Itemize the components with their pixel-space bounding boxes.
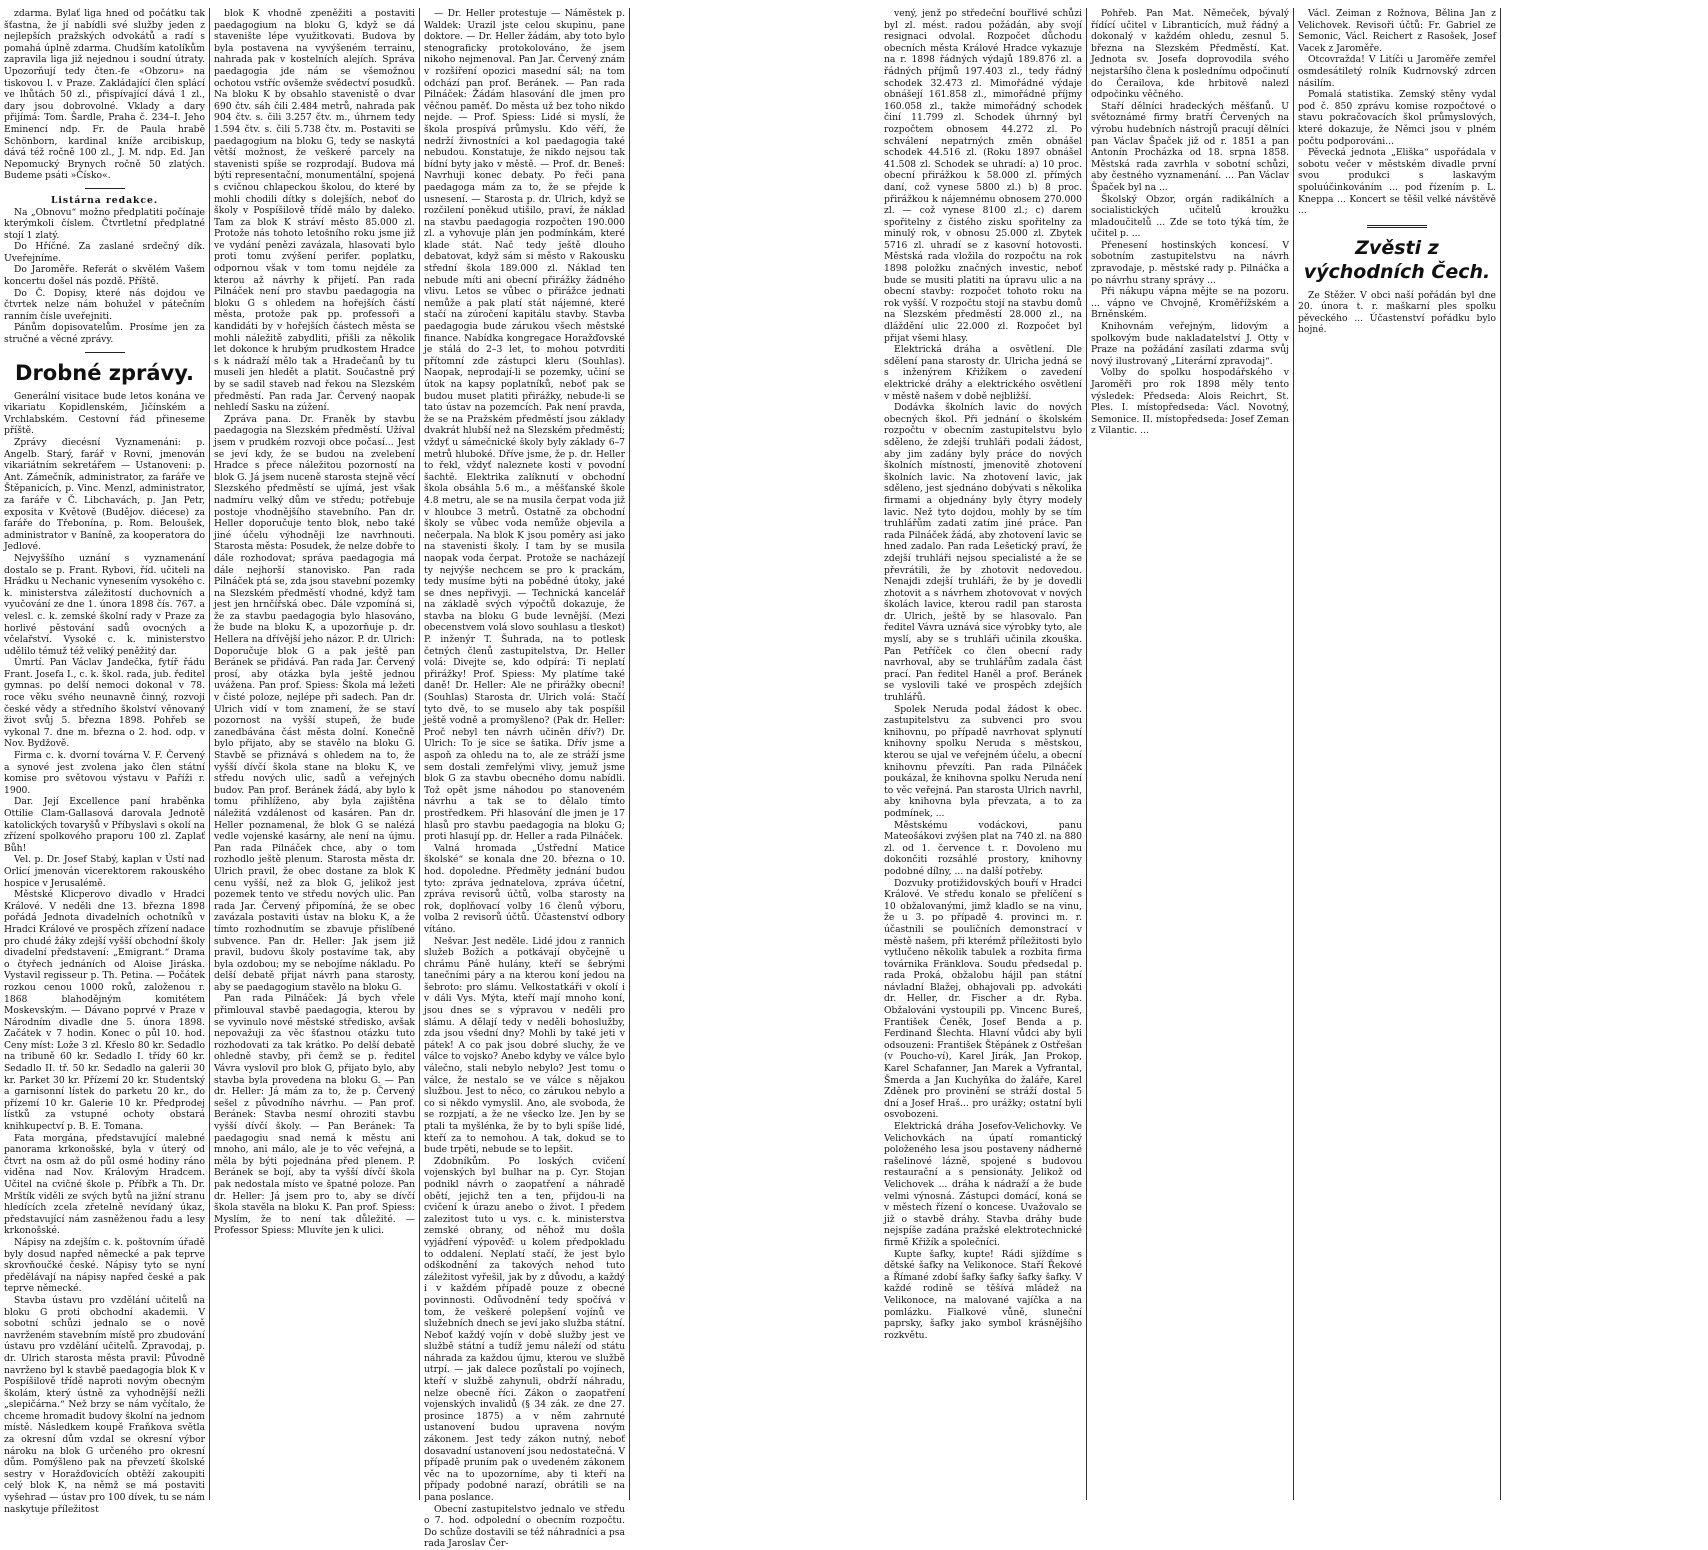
article-text: Stavba ústavu pro vzdělání učitelů na bloku G proti obchodní akademii. V sobotní schůzi jednalo se o nově navrženém stavebním místě pro zbudování ústavu pro vzdělání učitelů. Zpravodaj, p. dr. Ulrich starosta města pravil: Původně navrženo byl k stavbě paedagogia blok K v Pospíšilově třídě naproti novým obecným školám, který ústně za vyhodnější nežli „slepičárna.“ Než brzy se nám vyčítalo, že chceme hromadit budovy školní na jednom místě. Následkem koupě Fraňkova světla za okresní dům vzdal se okresní výbor nároku na blok G určeného pro okresní dům. Pomýšleno pak na převzetí školské sestry v Horažďovicích obtěží zakoupiti celý blok K, na němž se má postaviti vyšehrad — ústav pro 100 dívek, tu se nám naskytuje příležitost: [4, 1294, 205, 1515]
article-text: Úmrtí. Pan Václav Jandečka, fytíř řádu Frant. Josefa I., c. k. škol. rada, jub. ředitel gymnas. po delší nemoci dokonal v 78. roce věku svého neunavně činný, rozvoji české vědy a středního školství věnovaný život svůj 5. března 1898. Pohřeb se vykonal 7. dne m. března o 2. hod. odp. v Nov. Bydžově.: [4, 657, 205, 750]
section-heading: Listárna redakce.: [50, 194, 159, 206]
article-text: zdarma. Bylať liga hned od počátku tak šťastna, že jí nabídli své služby jeden z nejlepších pražských odvokátů a radí s pomahá úplně zdarma. Chudším katolíkům zapravila liga již nejednou i soudní útraty. Upozorňují tedy čten.-fe «Obzoru» na tiskovou l. v Praze. Zakládající člen splácí ve lhůtách 50 zl., přispívající dává 1 zl., dary jsou dobrovolné. Vklady a dary přijímá: Tom. Šardle, Praha č. 234–I. Jeho Eminencí ndp. Fr. de Paula hrabě Schönborn, kardinal kníže arcibiskup, dává též ročně 100 zl., J. M. ndp. Ed. Jan Nepomucký Brynych ročně 50 zlatých. Budeme psáti »Čísko«.: [4, 8, 205, 182]
article-text: Volby do spolku hospodářského v Jaroměři pro rok 1898 měly tento výsledek: Předseda: Alois Reichrt, St. Ples. I. místopředseda: Václ. Novotný, Semonice. II. místopředseda: Josef Zeman z Vilantic. ...: [1091, 367, 1289, 437]
article-text: Při nákupu vápna mějte se na pozoru. ... vápno ve Chvojně, Kroměřížském a Brněnském.: [1091, 286, 1289, 321]
left-columns: [0, 8, 840, 1550]
article-text: Městské Klicperovo divadlo v Hradci Králové. V neděli dne 13. března 1898 pořádá Jednota divadelních ochotníků v Hradci Králové ve prospěch zřízení nadace pro chudé žáky zdejší vyšší obchodní školy divadelní představení: „Emigrant.“ Drama o čtyřech jednáních od Aloise Jiráska. Vystavil regisseur p. Th. Petina. — Počátek rozkou cenou 1000 roků, založenou r. 1868 blahodějným komitétem Moskevským. — Dávano poprvé v Praze v Národním divadle dne 5. února 1898. Začátek v 7 hodin. Konec o půl 10. hod. Ceny míst: Lože 3 zl. Křeslo 80 kr. Sedadlo na tribuně 60 kr. Sedadlo I. třídy 60 kr. Sedadlo II. tř. 50 kr. Sedadlo na galerii 30 kr. Parket 30 kr. Přízemí 20 kr. Studentský a garnisonní lístek do parketu 20 kr., do přízemí 10 kr. Galerie 10 kr. Předprodej lístků za vstupné ochoty obstará knihkupectví p. B. E. Tomana.: [4, 889, 205, 1133]
article-text: Spolek Neruda podal žádost k obec. zastupitelstvu za subvenci pro svou knihovnu, po případě navrhovat splynutí knihovny spolku Neruda s městskou, kterou se ujal ve veřejném účelu, a obecní knihovnu převzíti. Pan rada Pilnáček poukázal, že knihovna spolku Neruda není to věc veřejná. Pan starosta Ulrich navrhl, aby knihovna byla převzata, a to za podmínek, ...: [884, 703, 1082, 819]
article-text: blok K vhodně zpeněžiti a postaviti paedagogium na bloku G, když se dá stavenište lépe využitkovati. Budova by byla postavena na vyvýšeném terrainu, nahrada pak v kostelních alejích. Správa paedagogia jde nám se všemožnou ochotou vstříc ovšemže svědectví posudků. Na bloku K by obsahlo stavenistě o dvar 690 čtv. sáh čili 2.484 metrů, nahrada pak 904 čtv. s. čili 3.257 čtv. m., úhrnem tedy 1.594 čtv. s. čili 5.738 čtv. m. Postaviti se paedagogium na bloku G, tedy se naskytá větší možnost, že veškeré parcely na stavenisti spíše se rozprodají. Budova má býti representační, monumentální, spojená s cvičnou chlapeckou školou, do které by mohli chodili dítky s dolejších, neboť do školy v Pospíšilově třídě málo by daleko. Tam za blok K stráví město 85.000 zl. Protože nás tohoto letošního roku jsme již ve vydání penězi zavázala, hlasovati bylo proti tomu zvýšení perifer. poplatku, odpornou však v tom tomu nejdéle za kterou až návrhy k přijetí. Pan rada Pilnáček není pro stavbu paedagogia na bloku G s ohledem na hořejších částí města, protože pak pp. professoři a kandidáti by v hořejších částech města se mohli náležitě zabydliti, přišli za několik let dokonce k hrubým prudkostem Hradce s k nádraží mělo tak a Hradečanů by tu museli jen hledět a platit. Součastně prý by se sadil staveb nad řekou na Slezském předměstí. Pan rada Jar. Červený naopak nehledí Sasku na zúžení.: [214, 8, 415, 414]
article-text: Přenesení hostinských koncesí. V sobotním zastupitelstvu na návrh zpravodaje, p. městské rady p. Pilnáčka a po návrhu strany správy ...: [1091, 239, 1289, 286]
column-4: [630, 8, 840, 1500]
article-text: Pánům dopisovatelům. Prosíme jen za stručné a věcné zprávy.: [4, 322, 205, 346]
article-text: Dar. Její Excellence paní hraběnka Ottilie Clam-Gallasová darovala Jednotě katolických tovaryšů v Příbyslavi s okolí na zřízení spolkového praporu 100 zl. Zaplať Bůh!: [4, 796, 205, 854]
right-page: [880, 0, 1708, 1500]
article-text: Pan rada Pilnáček: Já bych vřele přimlouval stavbě paedagogia, kterou by se vyvinulo nové městské středisko, avšak nepovažuji za věc šťastnou otázku tuto rozhodovati za tak krátko. Po delší debatě ohledně stavby, při čemž se p. ředitel Vávra vyslovil pro blok G, přijato bylo, aby stavba byla provedena na bloku G. — Pan dr. Heller: Já mám za to, že p. Červený sešel z původního návrhu. — Pan prof. Beránek: Stavba nesmí ohroziti stavbu vyšší dívčí školy. — Pan Beránek: Ta paedagogiu snad nemá k městu ani mnoho, ani málo, ale je to věc veřejná, a měla by býti pojednána před plenem. P. Beránek se bojí, aby ta vyšší dívčí škola pak nedostala místo ve špatné poloze. Pan dr. Heller: Já jsem pro to, aby se dívčí škola stavěla na bloku K. Pan prof. Spiess: Myslím, že to není tak důležité. — Professor Spiess: Mluvíte jen k ulici.: [214, 993, 415, 1237]
article-text: Školský Obzor, orgán radikálních a socialistických učitelů kroužku mladoučitelů ... Zde se toto týká tím, že učitel p. ...: [1091, 193, 1289, 240]
article-text: Do Jaroměře. Referát o skvělém Vašem koncertu došel nás pozdě. Příště.: [4, 264, 205, 288]
article-text: Nejvyššího uznání s vyznamenání dostalo se p. Frant. Rybovi, říd. učiteli na Hrádku u Nechanic vynesením vysokého c. k. ministerstva záležitostí duchovních a vyučování ze dne 1. února 1898 čís. 767. a velesl. c. k. zemské školní rady v Praze za horlivé pěstování sadů ovocných a včelařství. Vysoké c. k. ministerstvo udělilo témuž též veliký peněžitý dar.: [4, 552, 205, 657]
column-1: [0, 8, 210, 1515]
article-text: Valná hromada „Ústřední Matice školské“ se konala dne 20. března o 10. hod. dopoledne. Předměty jednání budou tyto: zpráva jednatelova, zpráva účetní, zpráva revisorů účtů, volba starosty na rok, doplňovací volby 16 členů výboru, volba 2 revisorů účtů. Účastenství odbory vítáno.: [424, 842, 625, 935]
article-text: Dozvuky protižidovských bouří v Hradci Králové. Ve středu konalo se přelíčení s 10 obžalovanými, jimž kladlo se na vinu, že u 3. po případě 4. provinci m. r. účastnili se pouličních demonstrací v městě našem, při kterémž příležitosti bylo vytlučeno několik tabulek a rozbita firma továrnika Fränklova. Soudu předsedal p. rada Proká, obžalobu hájil pan státní návladní Blažej, obhajovali pp. advokáti dr. Heller, dr. Fischer a dr. Ryba. Obžalováni vystoupili pp. Vincenc Bureš, František Čeněk, Josef Benda a p. Ferdinand Šlechta. Hlavní vůdci aby byli odsouzeni: František Štěpánek z Ostřešan (v Poucho-ví), Karel Jirák, Jan Prokop, Karel Schafanner, Jan Marek a Vyfrantal, Šmerda a Jan Kuchyňka do žaláře, Karel Zděnek pro provinění se stráží dostal 5 dní a Josef Hraš... pro urážky; ostatní byli osvobozeni.: [884, 877, 1082, 1121]
article-text: Do Č. Dopisy, které nás dojdou ve čtvrtek nelze nám bohužel v pátečním ranním čísle uveřejniti.: [4, 287, 205, 322]
article-text: Obecní zastupitelstvo jednalo ve středu o 7. hod. odpolední o obecním rozpočtu. Do schůze dostavili se též náhradníci a psa rada Jaroslav Čer-: [424, 1503, 625, 1550]
article-text: Otcovražda! V Litíči u Jaroměře zemřel osmdesátiletý rolník Kudrnovský zdrcen násilím.: [1298, 54, 1496, 89]
article-text: Zprávy diecésní Vyznamenáni: p. Angelb. Starý, farář v Rovni, jmenován vikariátním sekretářem — Ustanoveni: p. Ant. Zámečník, administrator, za faráře ve Štěpanicích, p. Vinc. Menzl, administrator, za faráře v Č. Libchavách, p. Jan Petr, exposita v Květově (Budějov. diécese) za faráře do Třebonína, p. Rom. Beloušek, administrator v Baníně, za kooperatora do Jedlové.: [4, 437, 205, 553]
article-text: Pomalá statistika. Zemský stěny vydal pod č. 850 zprávu komise rozpočtové o stavu pokračovacích škol průmyslových, které dokazuje, že Němci jsou v plném počtu podporováni...: [1298, 89, 1496, 147]
page-gutter: [840, 0, 880, 1500]
column-6: [1087, 8, 1294, 1500]
article-text: Do Hříčné. Za zaslané srdečný dík. Uveřejníme.: [4, 241, 205, 264]
column-2: [210, 8, 420, 1500]
article-text: Nápisy na zdejším c. k. poštovním úřadě byly dosud napřed německé a pak teprve skrovňoučké české. Nápisy tyto se nyní předělávají na nápisy napřed české a pak teprve německé.: [4, 1236, 205, 1295]
section-title: Drobné zprávy.: [15, 360, 194, 385]
article-text: vený, jenž po středeční bouřlivé schůzi byl zl. mést. radou požádán, aby svojí resignaci odvolal. Rozpočet důchodu obecních města Králové Hradce vykazuje na r. 1898 řádných výdajů 189.876 zl. a řádných příjmů 197.403 zl., tedy řádný schodek 32.473 zl. Mimořádné výdaje obnášejí 161.858 zl., mimořádné příjmy 160.058 zl., takže mimořádný schodek činí 11.799 zl. Schodek úhrnný byl rozpočtem obnosem 44.272 zl. Po schválení nepatrných změn obnášel schodek 44.516 zl. (Roku 1897 obnášel 41.508 zl. Schodek se uhradí: a) 10 proc. obecní přirážkou k 58.000 zl. přímých daní, což vynese 5800 zl.) b) 8 proc. přirážkou k nájemnému obnosem 270.000 zl. — což vynese 8100 zl.; c) darem spořitelny z čistého zisku spořitelny za minulý rok, v obnosu 25.000 zl. Zbytek 5716 zl. uhradí se z kasovní hotovosti. Městská rada vložila do rozpočtu na rok 1898 položku značných investic, neboť bude se musiti platiti na úpravu ulic a na obecní stavby: rozpočet tohoto roku na rok vyšší. V rozpočtu stojí na stavbu domů na Slezském předměstí 28.000 zl., na dláždění ulic 22.000 zl. Rozpočet byl přijat všemi hlasy.: [884, 8, 1082, 344]
article-text: Pohřeb. Pan Mat. Němeček, bývalý řídící učitel v Libranticích, muž řádný a dokonalý v každém ohledu, zesnul 5. března na Slezském Předměstí. Kat. Jednota sv. Josefa doprovodila svého nejstaršího člena k poslednímu odpočinutí do Čerailova, kde hrbitově nalezl odpočinku věčného.: [1091, 8, 1289, 101]
column-7: [1294, 8, 1501, 1500]
article-text: Firma c. k. dvorní továrna V. F. Červený a synové jest zvolena jako člen státní komise pro světovou výstavu v Paříži r. 1900.: [4, 750, 205, 796]
article-text: Zpráva pana. Dr. Franěk by stavbu paedagogia na Slezském předměstí. Užíval jsem v prudkém rozvoji obce počasí... Jest se jeví kdy, že se budou na zvelebení Hradce s přece náležitou pozorností na blok G. Já jsem nuceně starosta stejně věcí Slezského předměstí se ujímá, jest však nadmíru velký dům ve středu; potřebuje postoje vhodnějšího stavebního. Pan dr. Heller doporučuje tento blok, nebo také jiné účelu výhodněji lze navrhnouti. Starosta města: Posudek, že nelze dobře to dále rozhodovat; správa paedagogia má dále nejhorší stanovisko. Pan rada Pilnáček ptá se, zda jsou stavební pozemky na Slezském předměstí vhodné, když tam jest jen hrnčířská obec. Dále vzpomíná si, že za stavbu paedagogia bylo hlasováno, že bude na bloku K, a upozorňuje p. dr. Hellera na dřívější jeho názor. P. dr. Ulrich: Doporučuje blok G a pak ještě pan Beránek se přidává. Pan rada Jar. Červený prosí, aby otázka byla ještě jednou uvážena. Pan prof. Spiess: Škola má ležeti v čisté poloze, nejlépe při sadech. Pan dr. Ulrich vidí v tom znamení, že se staví pozornost na vyšší stupeň, že bude zanedbávána část města dolní. Konečně bylo přijato, aby se stavělo na bloku G. Stavbě se přiznává s ohledem na to, že vyšší dívčí škola stane na bloku K, ve středu nových ulic, sadů a veřejných budov. Pan prof. Beránek žádá, aby bylo k tomu přihlíženo, aby byla zajištěna náležitá vzdálenost od kasáren. Pan dr. Heller poznamenal, že blok G se nalézá vedle vojenské kasárny, ale není na újmu. Pan rada Pilnáček chce, aby o tom rozhodlo ještě plenum. Starosta města dr. Ulrich pravil, že obec dostane za blok K cenu vyšší, než za blok G, jelikož jest pozemek tento ve středu nových ulic. Pan rada Jar. Červený připomíná, že se obec zavázala postaviti ústav na bloku K, a že tímto rozhodnutím se zbavuje přislíbené subvence. Pan dr. Heller: Jak jsem již pravil, budovu školy postavíme tak, aby byla ozdobou; my se nebojíme nákladu. Po delší debatě přijat návrh pana starosty, aby se paedagogium stavělo na bloku G.: [214, 413, 415, 993]
divider: [1367, 225, 1427, 228]
article-text: — Dr. Heller protestuje — Náměstek p. Waldek: Urazil jste celou skupinu, pane doktore. — Dr. Heller žádám, aby toto bylo stenograficky protokolováno, že jsem nikoho nejmenoval. Pan Jar. Červený znám v rozšíření opozici masední sál; na tom odchází pan prof. Beránek. — Pan rada Pilnáček: Žádám hlasování dle jmen pro věčnou paměť. Do města už bez toho nikdo nejde. — Prof. Spiess: Lidé si myslí, že škola prospívá průmyslu. Kdo věří, že nedrží živnostníci a kol paedagogia také nebudou. Konstatuje, že nikdo nejsou tak bídní byty jako v městě. — Prof. dr. Beneš: Navrhuji konec debaty. Po řeči pana paedagoga mám za to, že se přejde k usnesení. — Starosta p. dr. Ulrich, když se rozčilení poněkud utišilo, praví, že náklad na stavbu paedagogia rozpočten 190.000 zl. a vyhovuje plán jen podmínkám, které klade stát. Nač tedy ještě dlouho debatovat, když sám si město v Rakousku střední škola 189.000 zl. Náklad ten nebude míti ani obecní přirážky žádného vlivu. Letos se vůbec o přirážce jednati nemůže a pak platí stát nájemné, které stačí na zúročení kapitálu stavby. Stavba paedagogia bude zárukou všech městské finance. Nabídka kongregace Horažďovské je stálá do 2–3 let, to mohou potvrditi přítomní zde zástupci kleru (Souhlas). Naopak, neprodají-li se pozemky, učiní se útok na kapsy poplatníků, neboť pak se budou muset platiti přirážky, nebude-li se tato ústav na pozemcích. Pak není pravda, že se na Pražském předměstí jsou základy dvakrát hlubší než na Slezském předměstí; vždyť u sámečnické školy byly základy 6–7 metrů hluboké. Dříve jsme, že p. dr. Heller to řekl, vždyť naleznete kosti v povodní šachtě. Elektrika zalíknutí v obchodní škola obsáhla 5.6 m., a měšťanské škole 4.8 metru, ale se na musila čerpat voda již v hloubce 3 metrů. Ostatně za obchodní školy se vůbec voda nemůže objevila a nečerpala. Na blok K jsou poměry asi jako na stavenisti školy. I tam by se musila naopak voda čerpat. Protože se nacházejí ty nejvýše nechcem se pro k prackám, tedy musíme býti na pobědné útoky, jaké se dnes nepřivyji. — Technická kancelář na základě svých výpočtů dokazuje, že stavba na bloku G bude levnější. (Mezi obecenstvem volá slovo souhlasu a tleskot) P. inženýr T. Šuhrada, na to potlesk četných členů zastupitelstva, Dr. Heller volá: Divejte se, kdo odpírá: Ti neplatí přirážky! Prof. Spiess: My platíme také daně! Dr. Heller: Ale ne přirážky obecní! (Souhlas) Starosta dr. Ulrich volá: Stačí tyto dvě, to se muselo aby tak pospíšil ještě vodně a promyšleno? (Pak dr. Heller: Proč nebyl ten návrh učiněn dřív?) Dr. Ulrich: To je sice se šatika. Dřív jsme a aspoň za ohledu na to, ale ze stráží jsme sem dostali zemřelými vlivy, jemuž jsme blok G za stavbu obecného domu nabídli. Tož opět jsme náhodou po stanoveném návrhu a tak se to dělalo tímto prostředkem. Při hlasování dle jmen je 17 hlasů pro stavbu paedagogia na bloku G; proti hlasují pp. dr. Heller a rada Pilnáček.: [424, 8, 625, 843]
article-text: Pěvecká jednota „Eliška“ uspořádala v sobotu večer v městském divadle první svou produkci s laskavým spoluúčinkováním ... pod řízením p. L. Kneppa ... Koncert se těšil velké návštěvě ...: [1298, 147, 1496, 217]
article-text: Nešvar. Jest neděle. Lidé jdou z rannich služeb Božích a potkávají obyčejně u chrámu Páně hulány, kteří se šebrými tanečními páry a na kterou koní jedou na šebroto: pro slámu. Velkostatkáři v okolí i v dáli Vys. Mýta, kteří mají mnoho koní, jsou dnes se s výpravou v neděli pro slámu. A dělají tedy v neděli bohoslužby, zda jsou všední dny? Mohli by také jeti v pátek! A co pak jsou dobré sluchy, že ve válce to vojsko? Anebo kdyby ve válce bylo válečno, stali nebylo nebylo? Jest tomu o válce, že nestalo se ve válce s nějakou službou. Jest to něco, co zárukou nebylo a co si někdo vymyslil. Ano, ale svoboda, že se rozpjatí, a že ne všecko lze. Jen by se ptali ta myšlénka, že by to byli spíše lidé, kteří za to nemohou. A tak, dokud se to bude trpěti, nebude se to lepšit.: [424, 935, 625, 1156]
article-text: Vel. p. Dr. Josef Stabý, kaplan v Ústí nad Orlicí jmenován vicerektorem rakouského hospice v Jerusalémě.: [4, 854, 205, 889]
article-text: Václ. Zeiman z Rožnova, Bělina Jan z Velichovek. Revisoři účtů: Fr. Gabriel ze Semonic, Václ. Reichert z Rasošek, Josef Vacek z Jaroměře.: [1298, 8, 1496, 54]
article-text: Na „Obnovu“ možno předplatiti počínaje kterýmkoli číslem. Čtvrtletní předplatné stojí 1 zlatý.: [4, 206, 205, 241]
divider: [85, 352, 125, 353]
article-text: Ze Stěžer. V obci naší pořádán byl dne 20. února t. r. maškarní ples spolku pěveckého ... Účastenství pořádku bylo hojné.: [1298, 289, 1496, 336]
article-text: Generální visitace bude letos konána ve vikariatu Kopidlenském, Jičínském a Vrchlabském. Cestovní řád přineseme příště.: [4, 390, 205, 437]
right-columns: [880, 8, 1708, 1500]
article-text: Fata morgána, představující malebné panorama krkonošské, byla v úterý od čtvrt na osm až do půl osmé hodiny ráno viděna nad Nov. Královým Hradcem. Učitel na cvičné škole p. Příbřk a Th. Dr. Mrštík viděli ze svých bytů na jižní stranu hledících zcela zřetelně nevídaný úkaz, představující nám zasněženou řadu a lesy krkonošské.: [4, 1132, 205, 1237]
article-text: Elektrická dráha Josefov-Velichovky. Ve Velichovkách na úpatí romantický položeného lesa jsou postaveny nádherné rašelinové lázně, spojené s budovou restaurační a s pensionáty. Jelikož od Velichovek ... dráha k nádraží a že bude velmi výnosná. Zástupci domácí, koná se v městech řízení o koncese. Uvažovalo se již o stavbě dráhy. Stavba dráhy bude nejspíše zadána pražské elektrotechnické firmě Křižík a společníci.: [884, 1121, 1082, 1248]
section-title: Zvěsti z východních Čech.: [1303, 236, 1491, 283]
article-text: Staří dělníci hradeckých měšťanů. U světoznámé firmy bratří Červených na výrobu hudebních nástrojů pracují dělníci pan Václav Špaček již od r. 1851 a pan Antonín Procházka od 18. srpna 1858. Městská rada zavrhla v sobotní schůzi, aby čestného vyznamenání. ... Pan Václav Špaček byl na ...: [1091, 100, 1289, 193]
column-3: [420, 8, 630, 1550]
article-text: Zdobníkům. Po loských cvičení vojenských byl bulhar na p. Cyr. Stojan podnikl návrh o zaopatření a náhradě obětí, jejichž ten a ten, přijdou-li na cvičení k úrazu anebo o život. I předem zalezitost tuto u vys. c. k. ministerstva zemské obrany, od něhož mu došla vyjádření výpověď: u kolem předpokladu to oddalení. Neplatí stačí, že jest bylo odškodnění za takových nehod tuto záležitost vyřešil, jak by z důvodu, a každý i v každém případě pouze z obecné povinnosti. Odůvodnění tedy spočívá v tom, že veškeré polepšení vojínů ve služebních dnech se jeví jako služba státní. Neboť každý vojín v době služby jest ve službě státní a tudíž jemu náleží od státu náhrada za každou újmu, kterou ve službě utrpí. — jak dalece pozůstalí po vojínech, kteří v službě zahynuli, obdrží náhradu, nelze obecně říci. Zákon o zaopatření vojenských invalidů (§ 34 zák. ze dne 27. prosince 1875) a v něm zahrnuté ustanovení budou upravena novým zákonem. Jest tedy zákon nutný, neboť dosavadní ustanovení jsou nedostatečná. V případě pruním pak o uvedeném zákonem věc na to upozorníme, aby ti kteří na případy podobné narazí, obrátili se na pana poslance.: [424, 1155, 625, 1503]
divider: [85, 188, 125, 189]
article-text: Dodávka školních lavic do nových obecných škol. Při jednání o školském rozpočtu v obecním zastupitelstvu bylo sděleno, že zdejší truhláři podali žádost, aby jim zadány byly práce do nových školních místností, jmenovitě zhotovení školních lavic. Na zhotovení lavic, jak sděleno, jest sjednáno dobývati s několika firmami a objednány byly čtyry modely lavic. Než tyto dojdou, mohly by se tím truhlářům zadati zatím jiné práce. Pan rada Pilnáček žádá, aby zhotovení lavic se hned zadalo. Pan rada Lešetický praví, že zdejší truhláři nejsou specialisté a že se převrátili, že by zhotovit nedovedou. Nenajdi zdejší truhláři, že by je dovedli zhotovit a s návrhem zhotovovat v nových školách lavice, kterou radil pan starosta dr. Ulrich, ještě by se hlasovalo. Pan ředitel Vávra uznává sice výrobky tyto, ale myslí, aby se s truhláři učinila zkouška. Pan Petříček co člen obecní rady navrhoval, aby se truhlářům zadala část prací. Pan ředitel Haněl a prof. Beránek se vyslovili také ve prospěch zdejších truhlářů.: [884, 402, 1082, 704]
article-text: Městskému vodáckovi, panu Mateošákovi zvýšen plat na 740 zl. na 880 zl. od 1. července t. r. Dovoleno mu dokončiti rozsáhlé prostory, knihovny podobné dílny, ... na další potřeby.: [884, 819, 1082, 877]
article-text: Knihovnám veřejným, lidovým a spolkovým bude nakladatelství J. Otty v Praze na požádání zasílati zdarma svůj nový ilustrovaný „Literární zpravodaj“.: [1091, 321, 1289, 367]
left-page: [0, 0, 840, 1550]
article-text: Kupte šafky, kupte! Rádi sjíždíme s dětské šafky na Velikonoce. Staří Řekové a Římané zdobí šafky šafky šafky šafky. V každé rodině se těšívá mládež na Velikonoce, na malované vajíčka a na pomlázku. Fialkové vůně, sluneční paprsky, šafky jako symbol krásnějšího rozkvětu.: [884, 1248, 1082, 1341]
column-5: [880, 8, 1087, 1500]
article-text: Elektrická dráha a osvětlení. Dle sdělení pana starosty dr. Ulricha jedná se s inženýrem Křižíkem o zavedení elektrické dráhy a elektrického osvětlení v městě našem v době nejbližší.: [884, 344, 1082, 402]
column-8: [1501, 8, 1708, 1500]
